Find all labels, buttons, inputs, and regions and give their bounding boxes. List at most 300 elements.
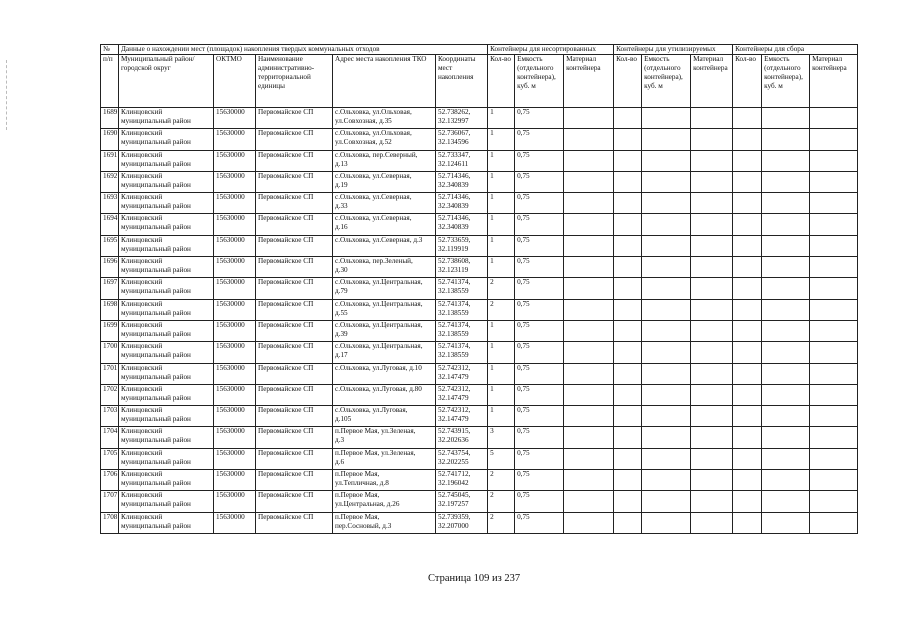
row-material xyxy=(564,384,614,405)
row-empty-cell xyxy=(642,129,691,150)
row-empty-cell xyxy=(642,448,691,469)
row-district xyxy=(119,214,214,235)
address-line-1: п.Первое Мая, xyxy=(335,470,380,479)
row-unit: Первомайское СП xyxy=(256,171,333,192)
row-oktmo: 15630000 xyxy=(214,512,256,533)
longitude: 32.197257 xyxy=(438,500,469,509)
row-empty-cell xyxy=(691,150,733,171)
row-empty-cell xyxy=(642,150,691,171)
district-type: муниципальный район xyxy=(121,159,191,168)
row-unit: Первомайское СП xyxy=(256,406,333,427)
table-row xyxy=(101,427,858,448)
header-column-row xyxy=(101,55,858,108)
latitude: 52.743754, xyxy=(438,448,471,457)
row-number: 1694 xyxy=(101,214,119,235)
row-unit: Первомайское СП xyxy=(256,129,333,150)
row-material xyxy=(564,470,614,491)
district-name: Клинцовский xyxy=(121,108,163,116)
latitude: 52.733347, xyxy=(438,150,471,159)
row-oktmo: 15630000 xyxy=(214,150,256,171)
district-name: Клинцовский xyxy=(121,278,163,287)
district-name: Клинцовский xyxy=(121,448,163,457)
row-coords xyxy=(436,214,488,235)
row-empty-cell xyxy=(733,427,762,448)
address-line-1: п.Первое Мая, ул.Зеленая, xyxy=(335,448,416,457)
row-material xyxy=(564,491,614,512)
longitude: 32.123119 xyxy=(438,266,469,275)
district-name: Клинцовский xyxy=(121,299,163,308)
row-empty-cell xyxy=(691,384,733,405)
row-empty-cell xyxy=(642,406,691,427)
row-empty-cell xyxy=(614,342,642,363)
row-empty-cell xyxy=(614,320,642,341)
latitude: 52.738262, xyxy=(438,108,471,116)
row-material xyxy=(564,193,614,214)
table-row xyxy=(101,171,858,192)
row-empty-cell xyxy=(642,235,691,256)
longitude: 32.147479 xyxy=(438,372,469,381)
header-unsorted-containers: Контейнеры для несортированных xyxy=(488,45,614,55)
address-line-1: п.Первое Мая, xyxy=(335,512,380,521)
row-oktmo: 15630000 xyxy=(214,299,256,320)
row-oktmo: 15630000 xyxy=(214,491,256,512)
district-name: Клинцовский xyxy=(121,320,163,329)
row-oktmo: 15630000 xyxy=(214,320,256,341)
row-unit: Первомайское СП xyxy=(256,235,333,256)
table-row xyxy=(101,512,858,533)
row-empty-cell xyxy=(614,214,642,235)
row-empty-cell xyxy=(762,214,810,235)
address-line-2: ул.Совхозная, д.52 xyxy=(335,138,392,147)
row-empty-cell xyxy=(733,406,762,427)
row-capacity: 0,75 xyxy=(515,491,564,512)
address-line-2: д.13 xyxy=(335,159,348,168)
row-empty-cell xyxy=(642,193,691,214)
district-name: Клинцовский xyxy=(121,150,163,159)
latitude: 52.745045, xyxy=(438,491,471,500)
table-row xyxy=(101,299,858,320)
row-empty-cell xyxy=(614,384,642,405)
row-empty-cell xyxy=(691,278,733,299)
table-row xyxy=(101,320,858,341)
row-oktmo: 15630000 xyxy=(214,235,256,256)
row-empty-cell xyxy=(733,491,762,512)
address-line-1: с.Ольховка, ул.Северная, д.3 xyxy=(335,235,423,244)
col-capacity-1: Емкость (отдельного контейнера), куб. м xyxy=(515,55,564,108)
row-empty-cell xyxy=(642,491,691,512)
row-capacity: 0,75 xyxy=(515,108,564,129)
col-count-1: Кол-во xyxy=(488,55,515,108)
row-empty-cell xyxy=(691,129,733,150)
latitude: 52.714346, xyxy=(438,171,471,180)
row-empty-cell xyxy=(691,257,733,278)
address-line-2: ул.Тепличная, д.8 xyxy=(335,479,389,488)
table-row xyxy=(101,214,858,235)
row-empty-cell xyxy=(691,406,733,427)
row-district xyxy=(119,470,214,491)
row-capacity: 0,75 xyxy=(515,512,564,533)
address-line-2: ул.Совхозная, д.35 xyxy=(335,117,392,125)
row-empty-cell xyxy=(691,235,733,256)
row-count: 1 xyxy=(488,257,515,278)
address-line-2: д.6 xyxy=(335,457,345,466)
row-district xyxy=(119,171,214,192)
longitude: 32.124611 xyxy=(438,159,469,168)
row-oktmo: 15630000 xyxy=(214,193,256,214)
row-count: 1 xyxy=(488,384,515,405)
district-name: Клинцовский xyxy=(121,235,163,244)
row-empty-cell xyxy=(810,427,858,448)
row-empty-cell xyxy=(762,448,810,469)
district-name: Клинцовский xyxy=(121,363,163,372)
district-type: муниципальный район xyxy=(121,244,191,253)
col-oktmo: ОКТМО xyxy=(214,55,256,108)
table-row xyxy=(101,108,858,129)
row-count: 1 xyxy=(488,342,515,363)
row-empty-cell xyxy=(642,427,691,448)
row-district xyxy=(119,448,214,469)
row-number: 1704 xyxy=(101,427,119,448)
district-name: Клинцовский xyxy=(121,193,163,202)
address-line-1: с.Ольховка, ул.Северная, xyxy=(335,193,412,202)
longitude: 32.202636 xyxy=(438,436,469,445)
row-unit: Первомайское СП xyxy=(256,342,333,363)
district-type: муниципальный район xyxy=(121,415,191,424)
row-material xyxy=(564,108,614,129)
col-count-2: Кол-во xyxy=(614,55,642,108)
row-empty-cell xyxy=(691,214,733,235)
row-coords xyxy=(436,363,488,384)
district-name: Клинцовский xyxy=(121,171,163,180)
row-empty-cell xyxy=(762,427,810,448)
row-district xyxy=(119,342,214,363)
page-number: Страница 109 из 237 xyxy=(428,573,521,584)
row-number: 1696 xyxy=(101,257,119,278)
row-empty-cell xyxy=(691,363,733,384)
longitude: 32.132997 xyxy=(438,117,469,125)
row-empty-cell xyxy=(762,363,810,384)
row-address xyxy=(333,512,436,533)
address-line-2: д.17 xyxy=(335,351,348,360)
row-empty-cell xyxy=(810,491,858,512)
latitude: 52.741374, xyxy=(438,278,471,287)
longitude: 32.340839 xyxy=(438,223,469,232)
row-number: 1693 xyxy=(101,193,119,214)
row-number: 1695 xyxy=(101,235,119,256)
table-row xyxy=(101,278,858,299)
row-empty-cell xyxy=(642,320,691,341)
district-type: муниципальный район xyxy=(121,138,191,147)
row-empty-cell xyxy=(762,491,810,512)
table-row xyxy=(101,491,858,512)
row-empty-cell xyxy=(614,171,642,192)
address-line-2: д.33 xyxy=(335,202,348,211)
row-unit: Первомайское СП xyxy=(256,108,333,129)
row-empty-cell xyxy=(614,235,642,256)
row-empty-cell xyxy=(762,150,810,171)
row-count: 2 xyxy=(488,470,515,491)
address-line-1: с.Ольховка, ул.Луговая, д.80 xyxy=(335,384,422,393)
row-count: 2 xyxy=(488,299,515,320)
row-unit: Первомайское СП xyxy=(256,491,333,512)
row-empty-cell xyxy=(642,470,691,491)
latitude: 52.733659, xyxy=(438,235,471,244)
address-line-1: п.Первое Мая, ул.Зеленая, xyxy=(335,427,416,436)
row-material xyxy=(564,129,614,150)
row-number: 1692 xyxy=(101,171,119,192)
district-type: муниципальный район xyxy=(121,457,191,466)
latitude: 52.739359, xyxy=(438,512,471,521)
row-unit: Первомайское СП xyxy=(256,384,333,405)
longitude: 32.138559 xyxy=(438,308,469,317)
row-address xyxy=(333,427,436,448)
row-district xyxy=(119,299,214,320)
address-line-2: д.30 xyxy=(335,266,348,275)
col-material-3: Материал контейнера xyxy=(810,55,858,108)
row-capacity: 0,75 xyxy=(515,320,564,341)
row-number: 1703 xyxy=(101,406,119,427)
row-count: 2 xyxy=(488,512,515,533)
row-empty-cell xyxy=(642,257,691,278)
row-number: 1700 xyxy=(101,342,119,363)
row-empty-cell xyxy=(733,299,762,320)
row-oktmo: 15630000 xyxy=(214,384,256,405)
row-empty-cell xyxy=(733,342,762,363)
row-oktmo: 15630000 xyxy=(214,129,256,150)
row-empty-cell xyxy=(810,406,858,427)
row-address xyxy=(333,214,436,235)
row-unit: Первомайское СП xyxy=(256,299,333,320)
row-address xyxy=(333,363,436,384)
row-empty-cell xyxy=(691,320,733,341)
district-name: Клинцовский xyxy=(121,427,163,436)
latitude: 52.738608, xyxy=(438,257,471,266)
row-coords xyxy=(436,406,488,427)
row-count: 1 xyxy=(488,171,515,192)
row-district xyxy=(119,320,214,341)
row-empty-cell xyxy=(691,342,733,363)
latitude: 52.741374, xyxy=(438,299,471,308)
row-empty-cell xyxy=(810,342,858,363)
row-empty-cell xyxy=(733,193,762,214)
address-line-1: с.Ольховка, ул.Луговая, д.10 xyxy=(335,363,422,372)
row-capacity: 0,75 xyxy=(515,257,564,278)
row-empty-cell xyxy=(762,257,810,278)
row-district xyxy=(119,235,214,256)
row-empty-cell xyxy=(733,448,762,469)
row-address xyxy=(333,491,436,512)
row-empty-cell xyxy=(810,108,858,129)
row-coords xyxy=(436,257,488,278)
row-empty-cell xyxy=(733,363,762,384)
row-capacity: 0,75 xyxy=(515,406,564,427)
row-number: 1697 xyxy=(101,278,119,299)
row-material xyxy=(564,150,614,171)
row-empty-cell xyxy=(733,384,762,405)
row-unit: Первомайское СП xyxy=(256,257,333,278)
row-material xyxy=(564,448,614,469)
row-empty-cell xyxy=(614,129,642,150)
latitude: 52.736067, xyxy=(438,129,471,138)
row-number: 1702 xyxy=(101,384,119,405)
longitude: 32.138559 xyxy=(438,351,469,360)
row-empty-cell xyxy=(691,491,733,512)
row-material xyxy=(564,214,614,235)
row-empty-cell xyxy=(691,108,733,129)
row-empty-cell xyxy=(614,363,642,384)
row-address xyxy=(333,108,436,129)
row-empty-cell xyxy=(810,150,858,171)
row-coords xyxy=(436,129,488,150)
district-type: муниципальный район xyxy=(121,180,191,189)
row-address xyxy=(333,342,436,363)
district-type: муниципальный район xyxy=(121,266,191,275)
district-type: муниципальный район xyxy=(121,500,191,509)
table-row xyxy=(101,193,858,214)
row-empty-cell xyxy=(810,171,858,192)
table-row xyxy=(101,470,858,491)
address-line-1: с.Ольховка, пер.Северный, xyxy=(335,150,418,159)
row-empty-cell xyxy=(642,108,691,129)
latitude: 52.714346, xyxy=(438,193,471,202)
row-coords xyxy=(436,384,488,405)
col-num: п/п xyxy=(101,55,119,108)
row-address xyxy=(333,150,436,171)
row-address xyxy=(333,257,436,278)
row-number: 1690 xyxy=(101,129,119,150)
row-empty-cell xyxy=(762,193,810,214)
district-type: муниципальный район xyxy=(121,479,191,488)
row-empty-cell xyxy=(614,448,642,469)
row-coords xyxy=(436,427,488,448)
row-oktmo: 15630000 xyxy=(214,427,256,448)
row-empty-cell xyxy=(762,512,810,533)
col-capacity-2: Емкость (отдельного контейнера), куб. м xyxy=(642,55,691,108)
address-line-2: ул.Центральная, д.26 xyxy=(335,500,400,509)
row-count: 1 xyxy=(488,406,515,427)
row-district xyxy=(119,129,214,150)
table-row xyxy=(101,342,858,363)
address-line-1: с.Ольховка, ул.Центральная, xyxy=(335,278,423,287)
row-district xyxy=(119,278,214,299)
row-oktmo: 15630000 xyxy=(214,214,256,235)
district-type: муниципальный район xyxy=(121,436,191,445)
header-collection-containers: Контейнеры для сбора xyxy=(733,45,858,55)
row-coords xyxy=(436,299,488,320)
address-line-2: д.79 xyxy=(335,287,348,296)
row-oktmo: 15630000 xyxy=(214,363,256,384)
longitude: 32.134596 xyxy=(438,138,469,147)
district-type: муниципальный район xyxy=(121,393,191,402)
row-material xyxy=(564,512,614,533)
row-material xyxy=(564,320,614,341)
row-count: 1 xyxy=(488,150,515,171)
row-coords xyxy=(436,235,488,256)
row-coords xyxy=(436,470,488,491)
row-count: 5 xyxy=(488,448,515,469)
table-row xyxy=(101,384,858,405)
row-number: 1706 xyxy=(101,470,119,491)
row-empty-cell xyxy=(691,512,733,533)
row-count: 1 xyxy=(488,129,515,150)
row-capacity: 0,75 xyxy=(515,427,564,448)
row-address xyxy=(333,448,436,469)
table-row xyxy=(101,150,858,171)
row-unit: Первомайское СП xyxy=(256,470,333,491)
district-name: Клинцовский xyxy=(121,470,163,479)
row-number: 1707 xyxy=(101,491,119,512)
address-line-1: с.Ольховка, ул.Центральная, xyxy=(335,299,423,308)
row-empty-cell xyxy=(762,320,810,341)
row-oktmo: 15630000 xyxy=(214,278,256,299)
row-oktmo: 15630000 xyxy=(214,448,256,469)
row-capacity: 0,75 xyxy=(515,448,564,469)
address-line-2: пер.Сосновый, д.3 xyxy=(335,521,392,530)
row-oktmo: 15630000 xyxy=(214,470,256,491)
row-oktmo: 15630000 xyxy=(214,406,256,427)
latitude: 52.741374, xyxy=(438,342,471,351)
latitude: 52.741712, xyxy=(438,470,471,479)
header-group-row xyxy=(101,45,858,55)
row-count: 2 xyxy=(488,491,515,512)
latitude: 52.714346, xyxy=(438,214,471,223)
row-count: 1 xyxy=(488,193,515,214)
row-address xyxy=(333,235,436,256)
row-empty-cell xyxy=(733,129,762,150)
row-capacity: 0,75 xyxy=(515,150,564,171)
row-empty-cell xyxy=(810,257,858,278)
row-oktmo: 15630000 xyxy=(214,108,256,129)
row-district xyxy=(119,427,214,448)
row-count: 1 xyxy=(488,320,515,341)
row-empty-cell xyxy=(614,108,642,129)
address-line-1: с.Ольховка, ул.Северная, xyxy=(335,214,412,223)
row-empty-cell xyxy=(762,406,810,427)
row-material xyxy=(564,299,614,320)
district-name: Клинцовский xyxy=(121,214,163,223)
row-empty-cell xyxy=(642,278,691,299)
row-unit: Первомайское СП xyxy=(256,320,333,341)
row-empty-cell xyxy=(733,171,762,192)
address-line-1: с.Ольховка, пер.Зеленый, xyxy=(335,257,413,266)
row-empty-cell xyxy=(810,384,858,405)
row-empty-cell xyxy=(762,235,810,256)
row-empty-cell xyxy=(642,342,691,363)
row-empty-cell xyxy=(810,129,858,150)
row-number: 1708 xyxy=(101,512,119,533)
row-empty-cell xyxy=(733,320,762,341)
col-coords: Координаты мест накопления xyxy=(436,55,488,108)
latitude: 52.742312, xyxy=(438,384,471,393)
longitude: 32.202255 xyxy=(438,457,469,466)
row-coords xyxy=(436,108,488,129)
row-capacity: 0,75 xyxy=(515,299,564,320)
row-count: 1 xyxy=(488,235,515,256)
row-address xyxy=(333,406,436,427)
row-empty-cell xyxy=(614,491,642,512)
district-type: муниципальный район xyxy=(121,202,191,211)
row-empty-cell xyxy=(614,257,642,278)
row-address xyxy=(333,384,436,405)
address-line-2: д.16 xyxy=(335,223,348,232)
row-coords xyxy=(436,171,488,192)
row-empty-cell xyxy=(642,299,691,320)
address-line-1: с.Ольховка, ул.Луговая, xyxy=(335,406,408,415)
row-empty-cell xyxy=(733,470,762,491)
col-material-2: Материал контейнера xyxy=(691,55,733,108)
row-material xyxy=(564,363,614,384)
row-empty-cell xyxy=(733,278,762,299)
